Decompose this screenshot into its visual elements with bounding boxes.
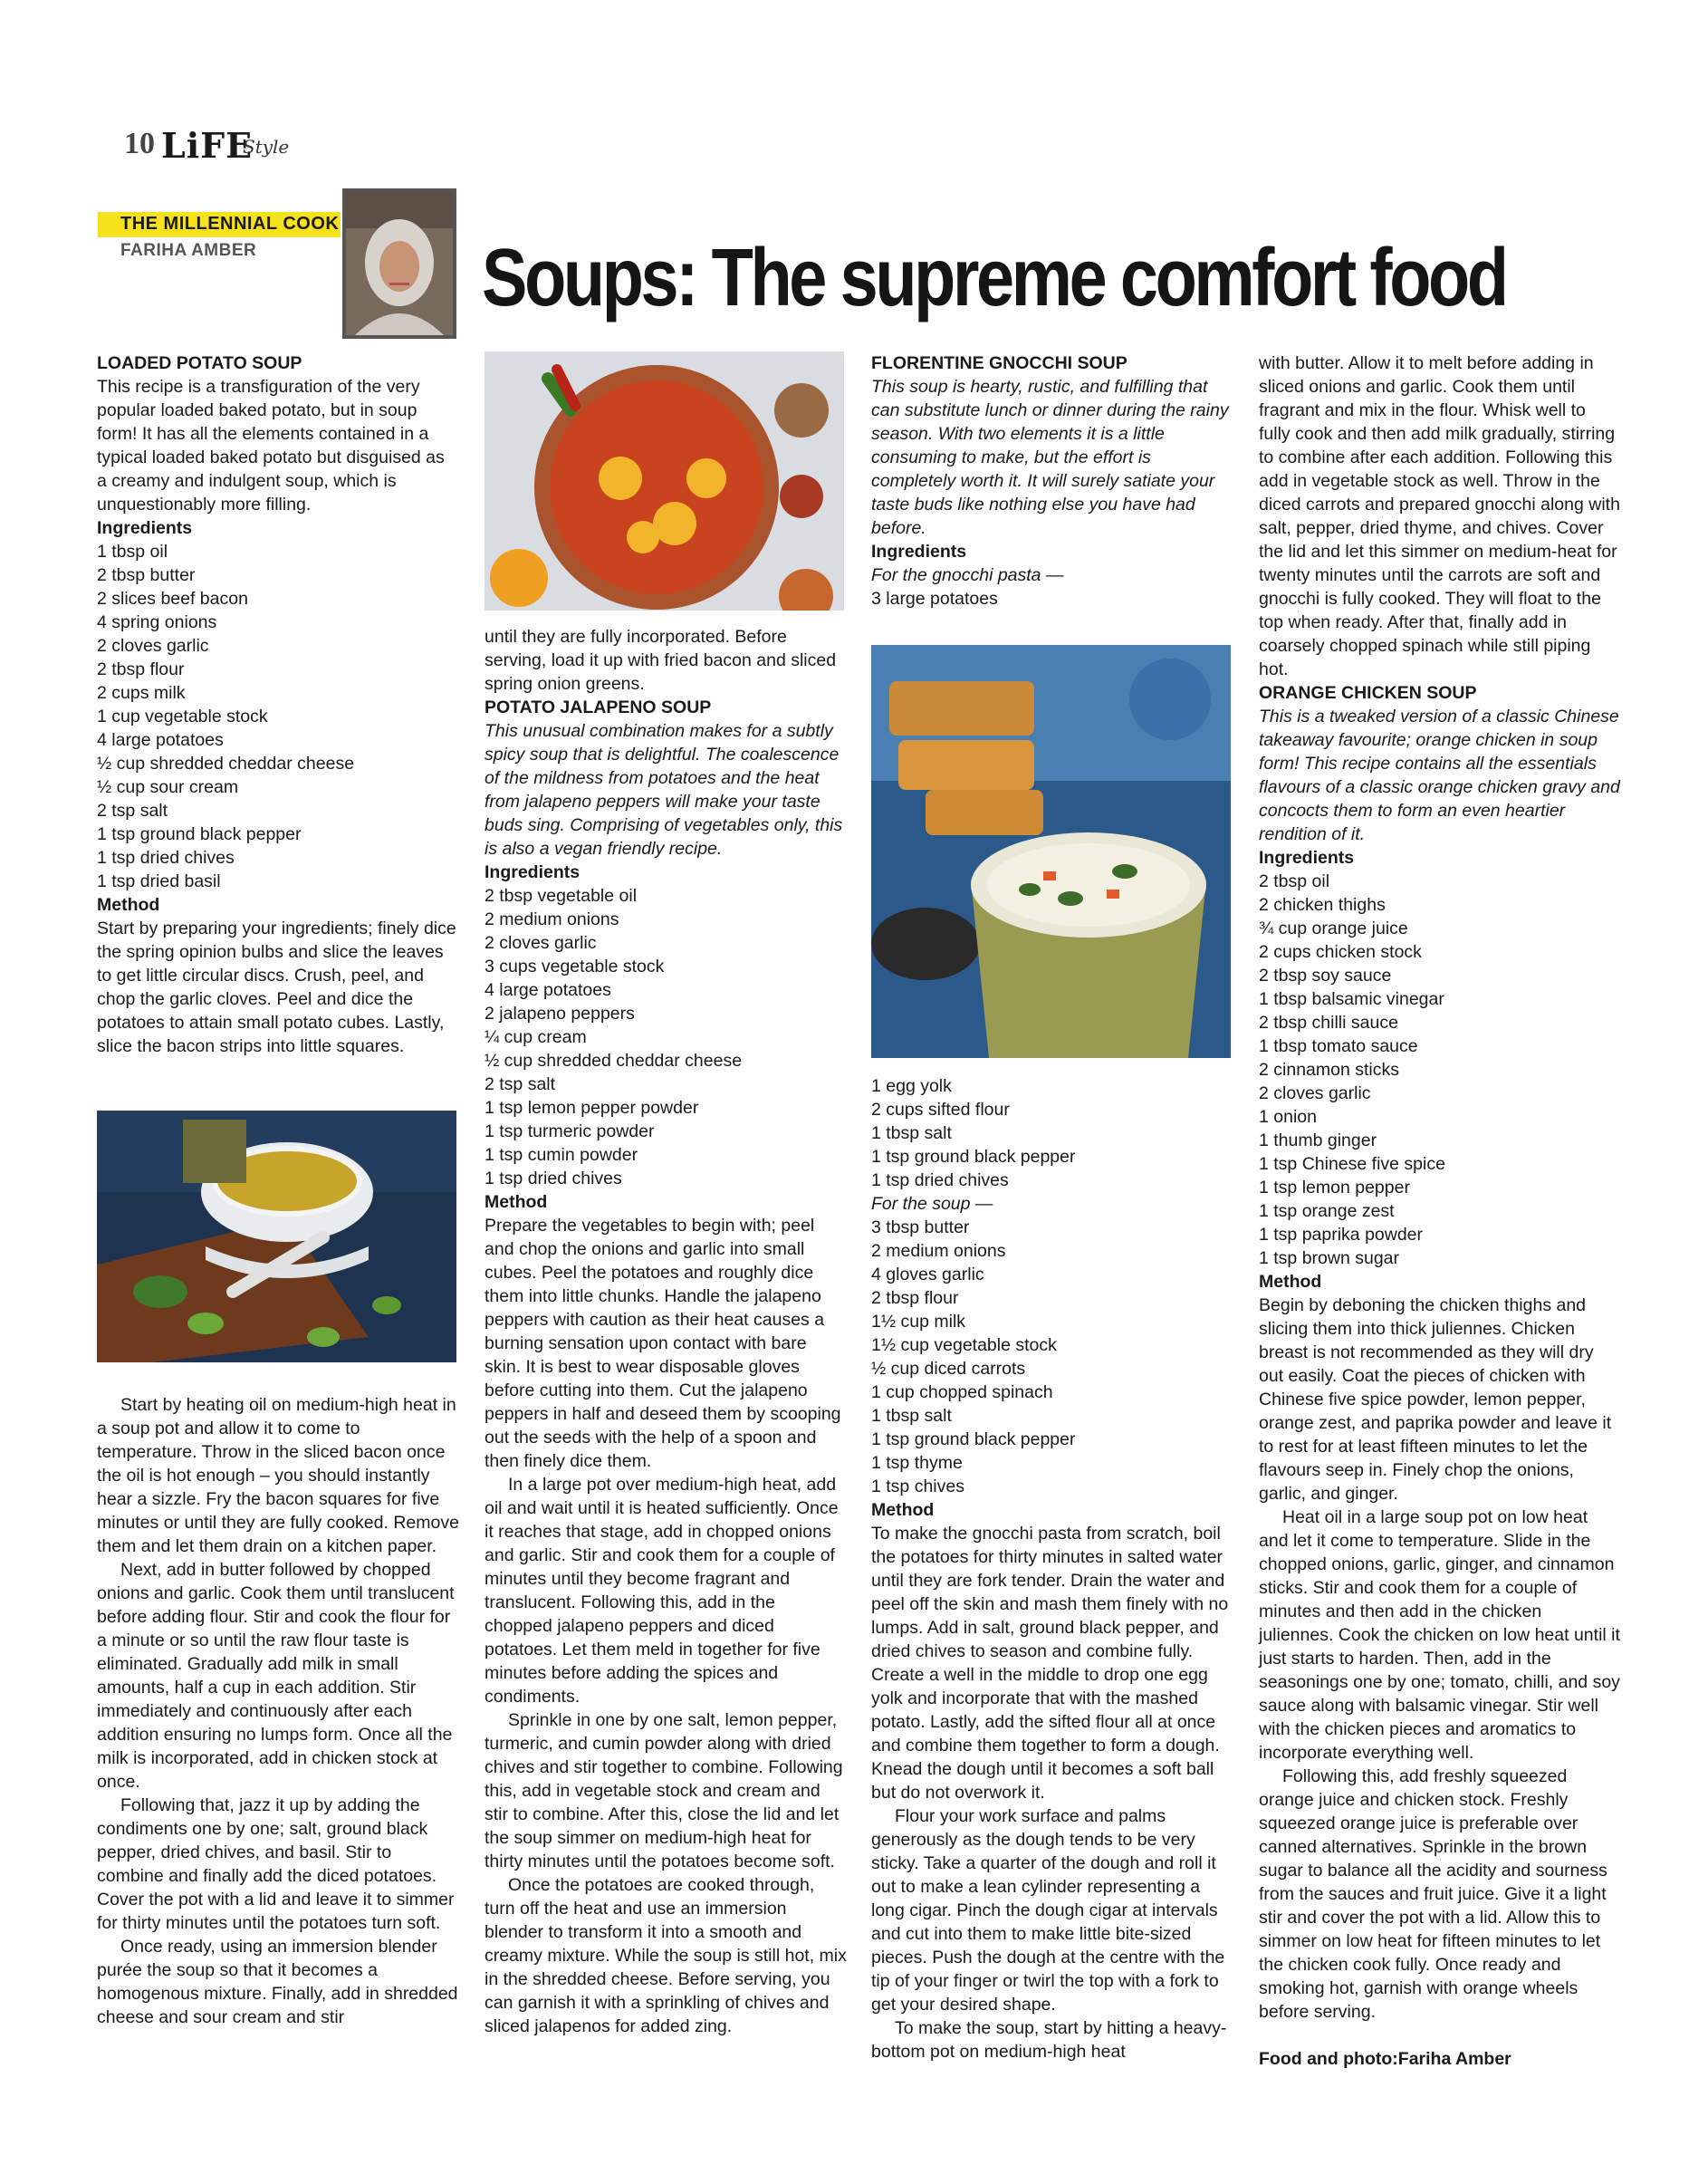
ingredient-item: 1 tsp Chinese five spice (1259, 1154, 1445, 1174)
ingredient-item: 1 thumb ginger (1259, 1130, 1377, 1150)
body-paragraph: Once ready, using an immersion blender purée the soup so that it becomes a homogenous mixture. Finally, add in shredded cheese and sour cream and stir (97, 1937, 458, 2027)
recipe-title: POTATO JALAPENO SOUP (485, 697, 712, 717)
ingredients-list (97, 540, 459, 893)
method-heading: Method (1259, 1272, 1322, 1292)
column-1 (97, 351, 459, 1058)
column-1-lower (97, 1393, 459, 2029)
ingredient-item: 2 tbsp vegetable oil (485, 886, 638, 906)
body-paragraph: Heat oil in a large soup pot on low heat and let it come to temperature. Slide in the chopped onions, garlic, ginger, and cinnamon sticks. Stir and cook them for a couple of minutes and then add in the chicken juliennes. Cook the chicken on low heat until it just starts to harden. Then, add in the seasonings one by one; tomato, chilli, and soy sauce along with balsamic vinegar. Stir well with the chicken pieces and aromatics to incorporate everything well. (1259, 1507, 1620, 1763)
column-4 (1259, 351, 1621, 2071)
ingredient-item: 1 tbsp tomato sauce (1259, 1036, 1418, 1056)
ingredient-item: 1 tsp brown sugar (1259, 1248, 1400, 1268)
ingredient-item: ½ cup shredded cheddar cheese (485, 1051, 743, 1071)
ingredient-item: ¾ cup orange juice (1259, 919, 1408, 938)
ingredient-item: 2 medium onions (485, 909, 619, 929)
ingredient-item: 4 large potatoes (485, 980, 611, 1000)
ingredient-item: 2 chicken thighs (1259, 895, 1386, 915)
ingredient-item: 1 cup vegetable stock (97, 707, 268, 726)
author-photo (342, 188, 456, 339)
ingredient-item: 2 tbsp flour (871, 1288, 959, 1308)
ingredient-item: ¼ cup cream (485, 1027, 587, 1047)
ingredient-item: 1 tsp ground black pepper (97, 824, 302, 844)
ingredient-item: ½ cup sour cream (97, 777, 239, 797)
ingredient-item: 1 onion (1259, 1107, 1317, 1127)
body-paragraph: Once the potatoes are cooked through, turn off the heat and use an immersion blender to transform it into a smooth and creamy mixture. While the soup is still hot, mix in the shredded cheese. Before serving, you can garnish it with a sprinkling of chives and sliced jalapenos for added zing. (485, 1875, 847, 2036)
publication-logo: LiFE (161, 125, 254, 166)
column-3-lower (871, 1074, 1233, 2063)
method-text: To make the gnocchi pasta from scratch, boil the potatoes for thirty minutes in salted water until they are fork tender. Drain the water and peel off the skin and mash them finely with no lumps. Add in salt, ground black pepper, and dried chives to season and combine fully. Create a well in the middle to drop one egg yolk and incorporate that with the mashed potato. Lastly, add the sifted flour all at once and combine them together to form a dough. Knead the dough until it becomes a soft ball but do not overwork it. (871, 1524, 1229, 1803)
ingredients-list (485, 884, 847, 1190)
ingredient-item: 2 jalapeno peppers (485, 1004, 635, 1024)
body-paragraph: Sprinkle in one by one salt, lemon pepper, turmeric, and cumin powder along with dried chives and stir together to combine. Following this, add in vegetable stock and cream and stir to combine. After this, close the lid and let the soup simmer on medium-high heat for thirty minutes until the potatoes become soft. (485, 1710, 843, 1871)
body-paragraph: with butter. Allow it to melt before adding in sliced onions and garlic. Cook them until fragrant and mix in the flour. Whisk well to fully cook and then add milk gradually, stirring to combine after each addition. Following this add in vegetable stock as well. Throw in the diced carrots and prepared gnocchi along with salt, pepper, dried thyme, and chives. Cover the lid and let this simmer on medium-heat for twenty minutes until the carrots are soft and gnocchi is fully cooked. They will float to the top when ready. After that, finally add in coarsely chopped spinach while still piping hot. (1259, 353, 1620, 679)
recipe-title: FLORENTINE GNOCCHI SOUP (871, 353, 1127, 373)
ingredient-item: 3 cups vegetable stock (485, 957, 665, 976)
ingredients-list (871, 1216, 1233, 1498)
ingredient-item: 1 tsp ground black pepper (871, 1429, 1076, 1449)
publication-logo-style: Style (243, 136, 290, 158)
ingredient-item: 1 tsp lemon pepper (1259, 1178, 1410, 1198)
ingredient-item: 2 slices beef bacon (97, 589, 248, 609)
recipe-intro: This is a tweaked version of a classic Chinese takeaway favourite; orange chicken in soup form! This recipe contains all the essentials flavours of a classic orange chicken gravy and concocts them to form an even heartier rendition of it. (1259, 707, 1620, 844)
ingredient-item: 1 tsp dried chives (871, 1170, 1009, 1190)
ingredient-item: 1 tsp ground black pepper (871, 1147, 1076, 1167)
method-text: Start by preparing your ingredients; finely dice the spring opinion bulbs and slice the leaves to get little circular discs. Crush, peel, and chop the garlic cloves. Peel and dice the potatoes to attain small potato cubes. Lastly, slice the bacon strips into little squares. (97, 919, 456, 1056)
column-2 (485, 625, 847, 2038)
recipe-intro: This unusual combination makes for a subtly spicy soup that is delightful. The coalescence of the mildness from potatoes and the heat from jalapeno peppers will make your taste buds sing. Comprising of vegetables only, this is also a vegan friendly recipe. (485, 721, 843, 859)
ingredient-item: 1½ cup milk (871, 1312, 966, 1332)
ingredient-item: 2 tbsp oil (1259, 871, 1330, 891)
ingredient-item: 1 tsp dried chives (97, 848, 235, 868)
photo-credit: Food and photo:Fariha Amber (1259, 2049, 1511, 2069)
author-name: FARIHA AMBER (120, 241, 257, 260)
ingredient-item: 2 tbsp chilli sauce (1259, 1013, 1398, 1033)
ingredient-item: 2 tbsp soy sauce (1259, 966, 1392, 986)
ingredient-item: 2 tbsp flour (97, 659, 185, 679)
ingredient-item: 1 tbsp salt (871, 1123, 952, 1143)
ingredients-heading: Ingredients (485, 862, 581, 882)
ingredient-item: 2 cups milk (97, 683, 186, 703)
ingredient-item: ½ cup diced carrots (871, 1359, 1026, 1379)
ingredients-list (871, 587, 1233, 611)
body-paragraph: To make the soup, start by hitting a heavy-bottom pot on medium-high heat (871, 2018, 1227, 2062)
ingredient-item: 1 tsp paprika powder (1259, 1225, 1424, 1245)
headline: Soups: The supreme comfort food (482, 233, 1506, 323)
method-text: Begin by deboning the chicken thighs and slicing them into thick juliennes. Chicken breast is not recommended as they will dry out easily. Coat the pieces of chicken with Chinese five spice powder, lemon pepper, orange zest, and paprika powder and leave it to rest for at least fifteen minutes to let the flavours seep in. Finely chop the onions, garlic, and ginger. (1259, 1295, 1612, 1504)
method-text: Prepare the vegetables to begin with; peel and chop the onions and garlic into small cubes. Peel the potatoes and roughly dice them into little chunks. Handle the jalapeno peppers with caution as their heat causes a burning sensation upon contact with bare skin. It is best to wear disposable gloves before cutting into them. Cut the jalapeno peppers in half and deseed them by scooping out the seeds with the help of a spoon and then finely dice them. (485, 1216, 841, 1471)
ingredient-item: ½ cup shredded cheddar cheese (97, 754, 355, 774)
ingredient-item: 2 medium onions (871, 1241, 1006, 1261)
ingredient-item: 1 tsp cumin powder (485, 1145, 638, 1165)
page-number: 10 (124, 127, 155, 160)
recipe-title: LOADED POTATO SOUP (97, 353, 302, 373)
ingredient-item: 1 egg yolk (871, 1076, 952, 1096)
potato-soup-photo (97, 1111, 456, 1362)
body-paragraph: until they are fully incorporated. Before serving, load it up with fried bacon and sliced spring onion greens. (485, 627, 837, 694)
ingredients-heading: Ingredients (1259, 848, 1355, 868)
ingredient-item: 2 cloves garlic (485, 933, 597, 953)
ingredient-item: 2 cloves garlic (97, 636, 209, 656)
ingredient-item: 1 tbsp salt (871, 1406, 952, 1426)
body-paragraph: Flour your work surface and palms generously as the dough tends to be very sticky. Take a quarter of the dough and roll it out to make a lean cylinder representing a long cigar. Pinch the dough cigar at intervals and cut into them to make little bite-sized pieces. Push the dough at the centre with the tip of your finger or twirl the top with a fork to get your desired shape. (871, 1806, 1225, 2015)
ingredient-item: 3 large potatoes (871, 589, 998, 609)
body-paragraph: Next, add in butter followed by chopped onions and garlic. Cook them until translucent before adding flour. Stir and cook the flour for a minute or so until the raw flour taste is eliminated. Gradually add milk in small amounts, half a cup in each addition. Stir immediately and continuously after each addition ensuring no lumps form. Once all the milk is incorporated, add in chicken stock at once. (97, 1560, 455, 1792)
ingredient-item: 1 tsp dried chives (485, 1169, 622, 1188)
ingredients-heading: Ingredients (871, 542, 967, 562)
gnocchi-soup-photo (871, 645, 1231, 1058)
ingredients-heading: Ingredients (97, 518, 193, 538)
ingredient-item: 2 cups sifted flour (871, 1100, 1010, 1120)
ingredient-item: 1 tsp lemon pepper powder (485, 1098, 699, 1118)
ingredient-item: 2 tsp salt (485, 1074, 556, 1094)
jalapeno-soup-photo (485, 351, 844, 611)
recipe-intro: This soup is hearty, rustic, and fulfilling that can substitute lunch or dinner during the rainy season. With two elements it is a little consuming to make, but the effort is completely worth it. It will surely satiate your taste buds like nothing else you have had before. (871, 377, 1229, 538)
ingredient-item: 1 tbsp oil (97, 542, 168, 562)
ingredients-list (871, 1074, 1233, 1192)
method-heading: Method (485, 1192, 548, 1212)
ingredient-item: 1 tsp orange zest (1259, 1201, 1395, 1221)
ingredient-item: 1 tbsp balsamic vinegar (1259, 989, 1444, 1009)
ingredient-item: 1½ cup vegetable stock (871, 1335, 1057, 1355)
recipe-intro: This recipe is a transfiguration of the very popular loaded baked potato, but in soup form! It has all the elements contained in a typical loaded baked potato but disguised as a creamy and indulgent soup, which is unquestionably more filling. (97, 377, 445, 515)
ingredient-item: 4 spring onions (97, 612, 217, 632)
ingredient-item: 1 tsp thyme (871, 1453, 963, 1473)
recipe-title: ORANGE CHICKEN SOUP (1259, 683, 1477, 703)
ingredient-item: 1 cup chopped spinach (871, 1382, 1053, 1402)
ingredient-item: 2 cups chicken stock (1259, 942, 1422, 962)
ingredients-subheading: For the gnocchi pasta — (871, 565, 1064, 585)
ingredient-item: 1 tsp dried basil (97, 871, 221, 891)
ingredients-list (1259, 870, 1621, 1270)
ingredient-item: 3 tbsp butter (871, 1217, 970, 1237)
column-3 (871, 351, 1233, 611)
body-paragraph: Following this, add freshly squeezed orange juice and chicken stock. Freshly squeezed orange juice is preferable over canned alternatives. Sprinkle in the brown sugar to balance all the acidity and sourness from the sauces and fruit juice. Give it a light stir and cover the pot with a lid. Allow this to simmer on low heat for fifteen minutes to let the chicken cook fully. Once ready and smoking hot, garnish with orange wheels before serving. (1259, 1766, 1607, 2022)
ingredient-item: 2 cloves garlic (1259, 1083, 1371, 1103)
body-paragraph: In a large pot over medium-high heat, add oil and wait until it is heated sufficiently. Once it reaches that stage, add in chopped onions and garlic. Stir and cook them for a couple of minutes until they become fragrant and translucent. Following this, add in the chopped jalapeno peppers and diced potatoes. Let them meld in together for five minutes before adding the spices and condiments. (485, 1475, 839, 1707)
ingredient-item: 1 tsp turmeric powder (485, 1121, 655, 1141)
body-paragraph: Start by heating oil on medium-high heat in a soup pot and allow it to come to temperature. Throw in the sliced bacon once the oil is hot enough – you should instantly hear a sizzle. Fry the bacon squares for five minutes or until they are fully cooked. Remove them and let them drain on a kitchen paper. (97, 1395, 459, 1556)
ingredient-item: 2 cinnamon sticks (1259, 1060, 1399, 1080)
ingredient-item: 4 large potatoes (97, 730, 224, 750)
ingredient-item: 1 tsp chives (871, 1477, 964, 1496)
ingredients-subheading: For the soup — (871, 1194, 993, 1214)
method-heading: Method (871, 1500, 935, 1520)
column-name: THE MILLENNIAL COOK (120, 214, 340, 234)
ingredient-item: 2 tsp salt (97, 801, 168, 821)
ingredient-item: 2 tbsp butter (97, 565, 196, 585)
body-paragraph: Following that, jazz it up by adding the condiments one by one; salt, ground black pepper, dried chives, and basil. Stir to combine and finally add the diced potatoes. Cover the pot with a lid and leave it to simmer for thirty minutes until the potatoes turn soft. (97, 1795, 455, 1933)
method-heading: Method (97, 895, 160, 915)
ingredient-item: 4 gloves garlic (871, 1265, 984, 1284)
